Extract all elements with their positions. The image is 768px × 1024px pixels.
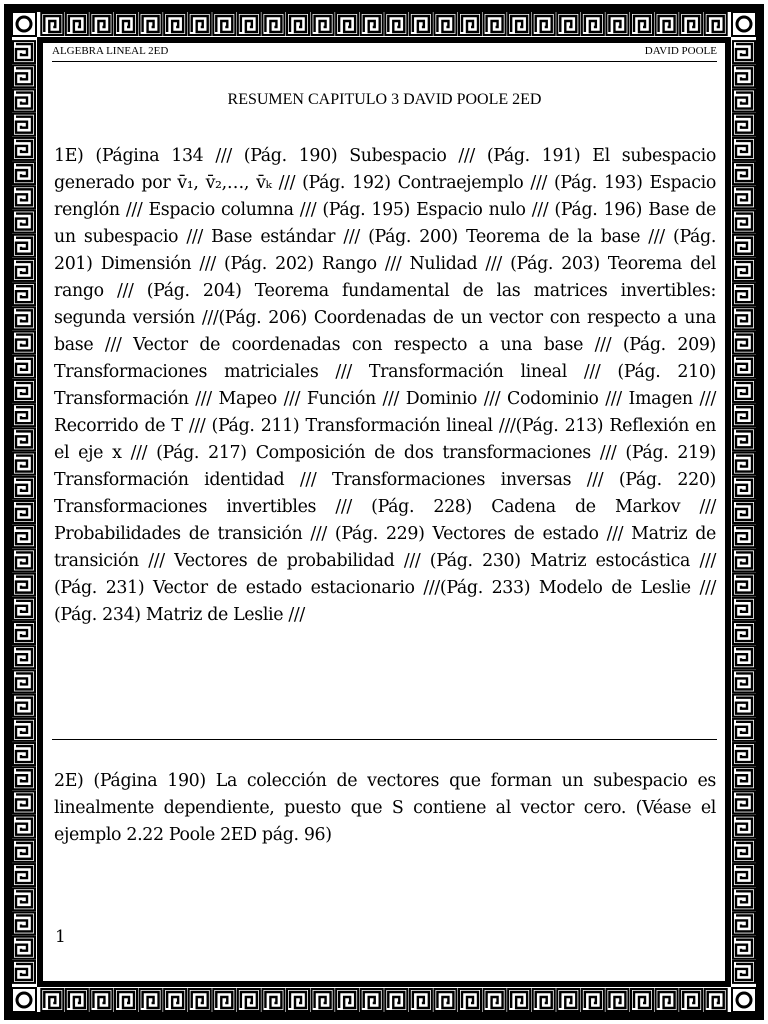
page-number: 1 [55,927,66,947]
header-author: DAVID POOLE [644,45,717,57]
header-book-title: ALGEBRA LINEAL 2ED [52,45,169,57]
page-header [52,44,717,62]
paragraph-1e: 1E) (Página 134 /// (Pág. 190) Subespacio /// (Pág. 191) El subespacio generado por v̄₁, v̄₂,…, v̄ₖ /// (Pág. 192) Contraejemplo /// (Pág. 193) Espacio renglón /// Espacio columna /// (Pág. 195) Espacio nulo /// (Pág. 196) Base de un subespacio /// Base estándar /// (Pág. 200) Teorema de la base /// (Pág. 201) Dimensión /// (Pág. 202) Rango /// Nulidad /// (Pág. 203) Teorema del rango /// (Pág. 204) Teorema fundamental de las matrices invertibles: segunda versión ///(Pág. 206) Coordenadas de un vector con respecto a una base /// Vector de coordenadas con respecto a una base /// (Pág. 209) Transformaciones matriciales /// Transformación lineal /// (Pág. 210) Transformación /// Mapeo /// Función /// Dominio /// Codominio /// Imagen /// Recorrido de T /// (Pág. 211) Transformación lineal ///(Pág. 213) Reflexión en el eje x /// (Pág. 217) Composición de dos transformaciones /// (Pág. 219) Transformación identidad /// Transformaciones inversas /// (Pág. 220) Transformaciones invertibles /// (Pág. 228) Cadena de Markov /// Probabilidades de transición /// (Pág. 229) Vectores de estado /// Matriz de transición /// Vectores de probabilidad /// (Pág. 230) Matriz estocástica /// (Pág. 231) Vector de estado estacionario ///(Pág. 233) Modelo de Leslie /// (Pág. 234) Matriz de Leslie /// [54,146,716,625]
document-title: RESUMEN CAPITULO 3 DAVID POOLE 2ED [227,91,542,108]
section-divider [52,739,717,740]
document-page [52,42,717,987]
paragraph-2e: 2E) (Página 190) La colección de vectores que forman un subespacio es linealmente dependiente, puesto que S contiene al vector cero. (Véase el ejemplo 2.22 Poole 2ED pág. 96) [54,771,716,845]
